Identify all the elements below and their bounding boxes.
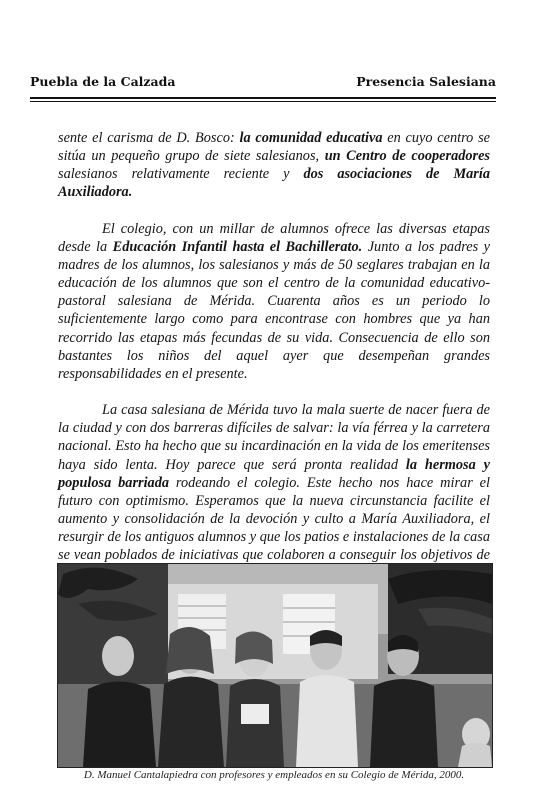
text-run: en cuyo centro se sitúa un pequeño grupo de siete salesianos,: [58, 130, 490, 165]
header-left-title: Puebla de la Calzada: [30, 74, 176, 89]
photo-caption: D. Manuel Cantalapiedra con profesores y empleados en su Colegio de Mérida, 2000.: [83, 769, 465, 781]
bold-phrase: la hermosa y populosa barriada: [58, 456, 490, 491]
bold-phrase: la comunidad educativa: [239, 130, 383, 146]
text-run: El colegio, con un millar de alumnos ofrece las diversas etapas desde la: [58, 220, 490, 255]
running-head: [30, 74, 496, 89]
text-run: rodeando el colegio. Este hecho nos hace mirar el futuro con optimismo. Esperamos que la nueva circunstancia facilite el aumento y consolidación de la devoción y culto a María Auxiliadora, el resurgir de los antiguos alumnos y que los patios e instalaciones de la casa se vean poblados de iniciativas que colaboren a conseguir los objetivos de: [58, 474, 490, 564]
text-run: La casa salesiana de Mérida tuvo la mala suerte de nacer fuera de la ciudad y con dos barreras difíciles de salvar: la vía férrea y la carretera nacional. Esto ha hecho que su incardinación en la vida de los emeritenses haya sido lenta. Hoy parece que será pronta realidad: [58, 402, 490, 473]
bold-phrase: un Centro de cooperadores: [324, 148, 490, 165]
header-rule: [30, 97, 496, 99]
paragraph: [58, 220, 490, 383]
header-right-title: Presencia Salesiana: [356, 74, 496, 89]
text-run: Junto a los padres y madres de los alumnos, los salesianos y más de 50 seglares trabajan en la educación de los alumnos que son el centro de la comunidad educativo-pastoral salesiana de Mérida. Cuarenta años es un periodo lo suficientemente largo como para encontrase con hombres que ya han recorrido las etapas más fecundas de su vida. Consecuencia de ello son bastantes los niños del aquel ayer que desempeñan grandes responsabilidades en el presente.: [58, 238, 491, 382]
paragraph: [58, 401, 490, 583]
header-rule-thin: [30, 101, 496, 102]
body-text: [58, 129, 490, 601]
bold-phrase: dos asociaciones de María Auxiliadora.: [58, 166, 490, 201]
text-run: sente el carisma de D. Bosco:: [58, 130, 240, 146]
group-photo: [57, 563, 493, 768]
paragraph: [58, 129, 490, 202]
group-photo-illustration: [58, 564, 492, 767]
text-run: salesianos relativamente reciente y: [58, 166, 304, 183]
bold-phrase: Educación Infantil hasta el Bachillerato.: [112, 238, 363, 255]
